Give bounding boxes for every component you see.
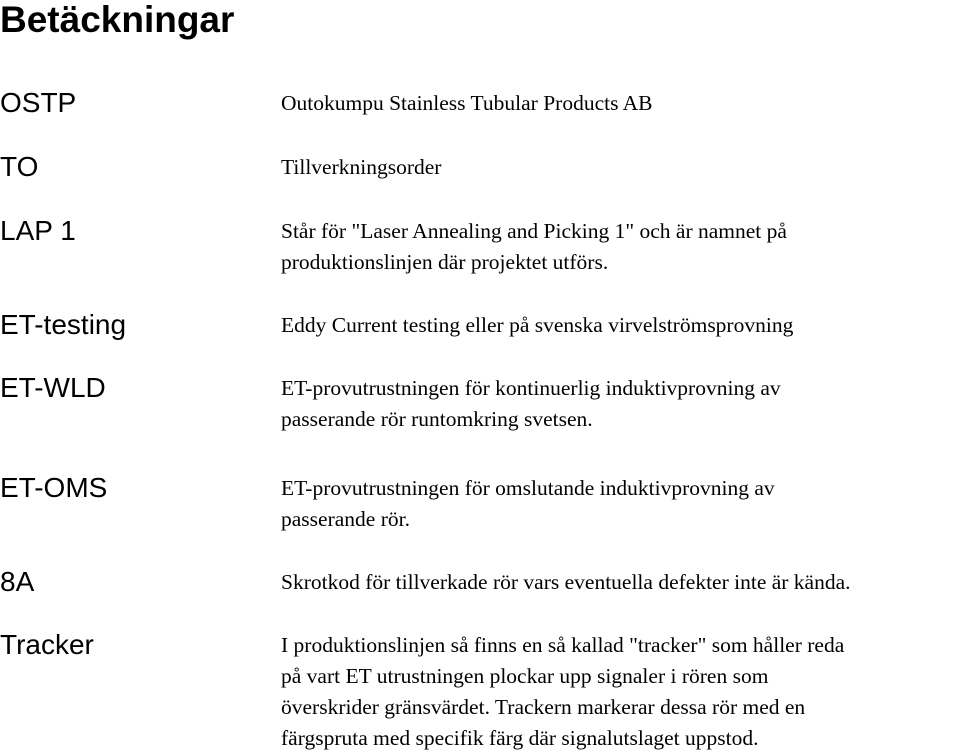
definition-ostp: Outokumpu Stainless Tubular Products AB — [281, 91, 653, 115]
term-8a: 8A — [0, 566, 35, 597]
term-ostp: OSTP — [0, 87, 77, 118]
definition-et-wld: ET-provutrustningen för kontinuerlig induktivprovning av passerande rör runtomkring svetsen. — [281, 376, 781, 431]
definition-et-oms: ET-provutrustningen för omslutande induktivprovning av passerande rör. — [281, 476, 775, 531]
term-lap1: LAP 1 — [0, 215, 76, 246]
definition-et-testing: Eddy Current testing eller på svenska virvelströmsprovning — [281, 313, 794, 337]
term-tracker: Tracker — [0, 629, 94, 660]
page-heading: Betäckningar — [0, 0, 235, 40]
definition-tracker: I produktionslinjen så finns en så kallad "tracker" som håller reda på vart ET utrustningen plockar upp signaler i rören som överskrider gränsvärdet. Trackern markerar dessa rör med en färgspruta med specifik färg där signalutslaget uppstod. — [281, 633, 845, 750]
definition-8a: Skrotkod för tillverkade rör vars eventuella defekter inte är kända. — [281, 570, 851, 594]
term-et-oms: ET-OMS — [0, 472, 108, 503]
term-et-testing: ET-testing — [0, 309, 127, 340]
term-et-wld: ET-WLD — [0, 372, 106, 403]
definition-to: Tillverkningsorder — [281, 155, 442, 179]
definition-lap1: Står för "Laser Annealing and Picking 1" och är namnet på produktionslinjen där projektet utförs. — [281, 219, 787, 274]
term-to: TO — [0, 151, 39, 182]
